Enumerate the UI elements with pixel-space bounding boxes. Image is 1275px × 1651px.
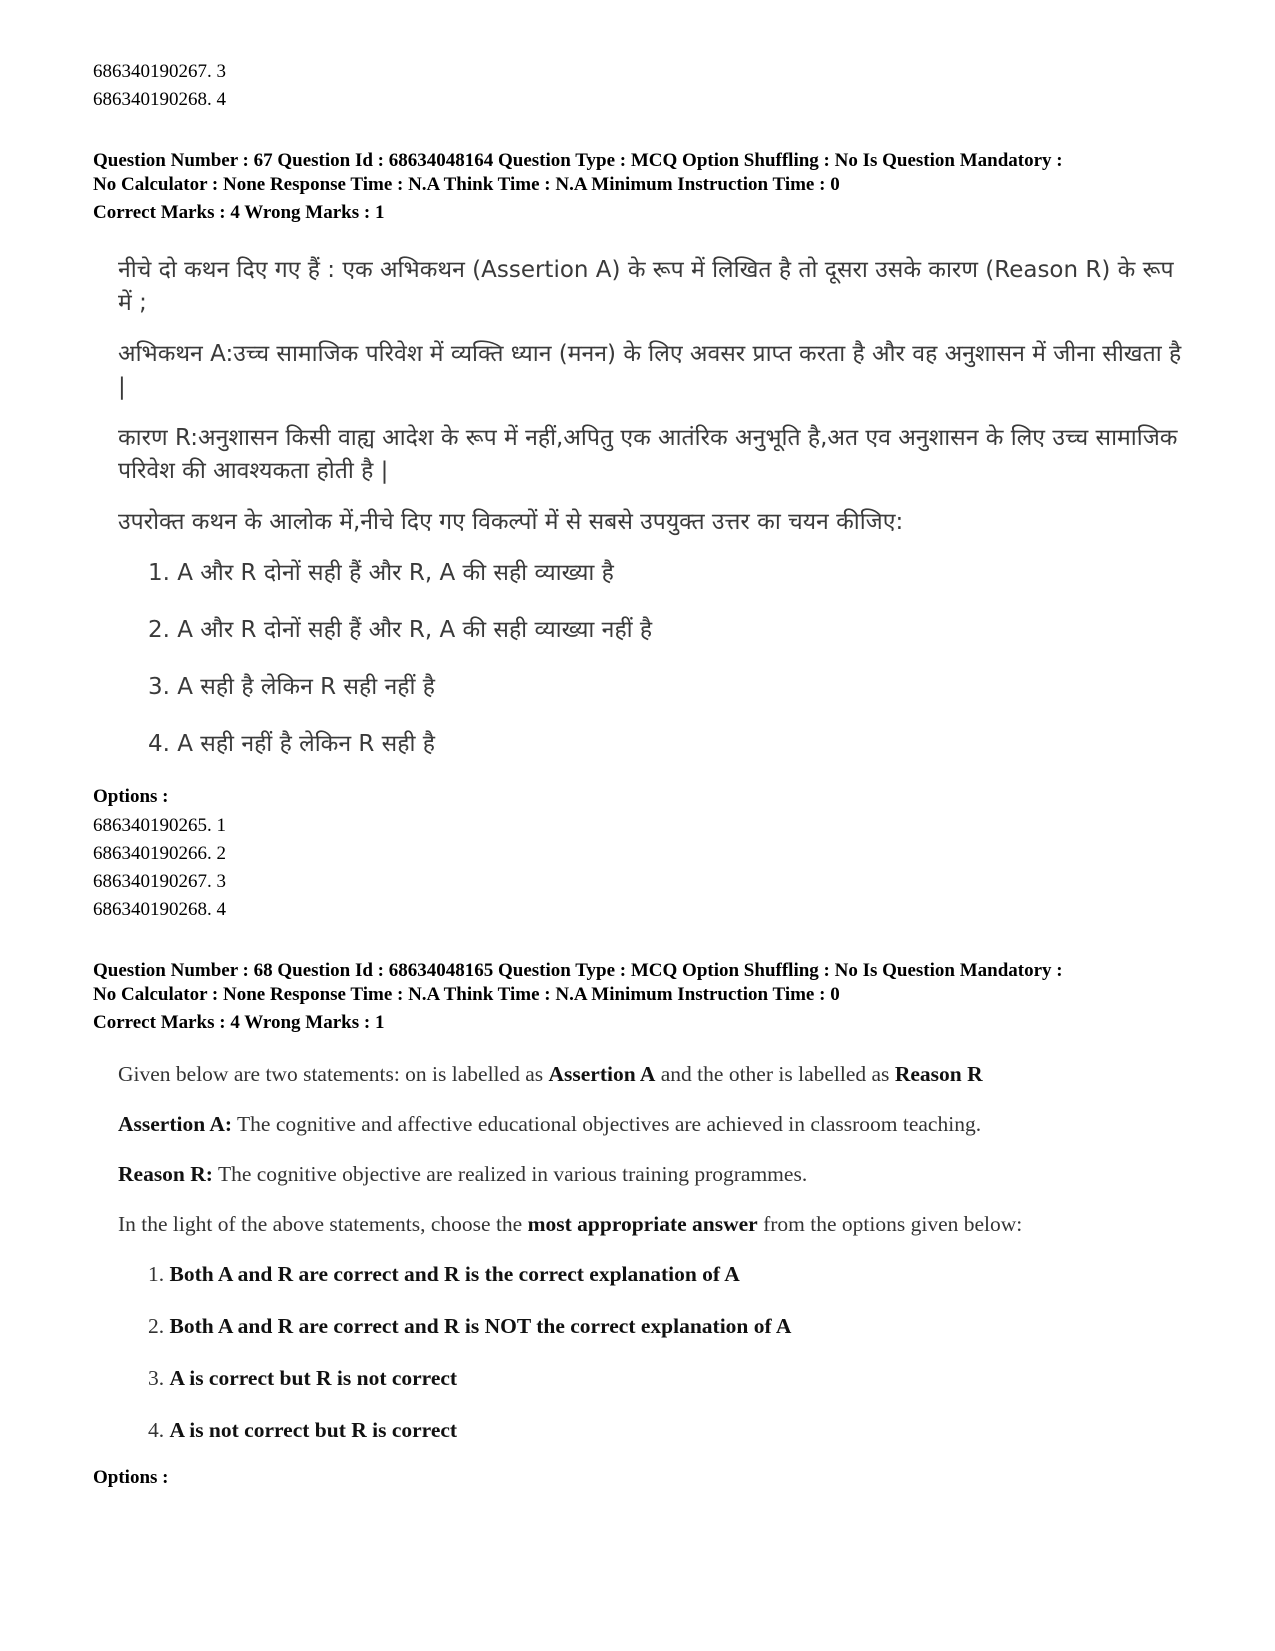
marks-line: Correct Marks : 4 Wrong Marks : 1 <box>93 202 385 223</box>
assertion-text: Assertion A: The cognitive and affective educational objectives are achieved in classroom teaching. <box>118 1112 982 1136</box>
choice-3: 3. A सही है लेकिन R सही नहीं है <box>148 674 435 700</box>
choice-4: 4. A is not correct but R is correct <box>148 1418 458 1442</box>
options-label: Options : <box>93 1467 169 1488</box>
instruction-text: In the light of the above statements, choose the most appropriate answer from the options given below: <box>118 1212 1023 1236</box>
option-id: 686340190268. 4 <box>93 89 226 110</box>
question-67-options <box>93 812 226 924</box>
reason-text: कारण R:अनुशासन किसी वाह्य आदेश के रूप में नहीं,अपितु एक आतंरिक अनुभूति है,अत एव अनुशासन के लिए उच्च सामाजिक परिवेश की आवश्यकता होती है | <box>118 425 1178 484</box>
instruction-text: उपरोक्त कथन के आलोक में,नीचे दिए गए विकल्पों में से सबसे उपयुक्त उत्तर का चयन कीजिए: <box>118 509 904 535</box>
question-68-body <box>118 1060 1188 1468</box>
reason-text: Reason R: The cognitive objective are realized in various training programmes. <box>118 1162 808 1186</box>
options-label: Options : <box>93 786 169 807</box>
option-id: 686340190265. 1 <box>93 815 226 836</box>
option-id: 686340190266. 2 <box>93 843 226 864</box>
choice-2: 2. Both A and R are correct and R is NOT the correct explanation of A <box>148 1314 792 1338</box>
option-id: 686340190267. 3 <box>93 871 226 892</box>
question-intro: नीचे दो कथन दिए गए हैं : एक अभिकथन (Assertion A) के रूप में लिखित है तो दूसरा उसके कारण (Reason R) के रूप में ; <box>118 257 1174 316</box>
assertion-text: अभिकथन A:उच्च सामाजिक परिवेश में व्यक्ति ध्यान (मनन) के लिए अवसर प्राप्त करता है और वह अनुशासन में जीना सीखता है | <box>118 341 1182 400</box>
meta-line-2: No Calculator : None Response Time : N.A Think Time : N.A Minimum Instruction Time : 0 <box>93 174 840 195</box>
question-67-metadata <box>93 149 1063 225</box>
choice-2: 2. A और R दोनों सही हैं और R, A की सही व्याख्या नहीं है <box>148 617 653 643</box>
option-id: 686340190267. 3 <box>93 61 226 82</box>
choice-1: 1. Both A and R are correct and R is the correct explanation of A <box>148 1262 740 1286</box>
meta-line-1: Question Number : 67 Question Id : 68634048164 Question Type : MCQ Option Shuffling : No Is Question Mandatory : <box>93 150 1063 171</box>
question-intro: Given below are two statements: on is labelled as Assertion A and the other is labelled as Reason R <box>118 1062 983 1086</box>
meta-line-1: Question Number : 68 Question Id : 68634048165 Question Type : MCQ Option Shuffling : No Is Question Mandatory : <box>93 960 1063 981</box>
choice-1: 1. A और R दोनों सही हैं और R, A की सही व्याख्या है <box>148 560 614 586</box>
choice-3: 3. A is correct but R is not correct <box>148 1366 458 1390</box>
question-68-metadata <box>93 959 1063 1035</box>
question-67-body <box>118 254 1188 785</box>
previous-question-options <box>93 58 226 114</box>
marks-line: Correct Marks : 4 Wrong Marks : 1 <box>93 1012 385 1033</box>
meta-line-2: No Calculator : None Response Time : N.A Think Time : N.A Minimum Instruction Time : 0 <box>93 984 840 1005</box>
choice-4: 4. A सही नहीं है लेकिन R सही है <box>148 731 435 757</box>
option-id: 686340190268. 4 <box>93 899 226 920</box>
